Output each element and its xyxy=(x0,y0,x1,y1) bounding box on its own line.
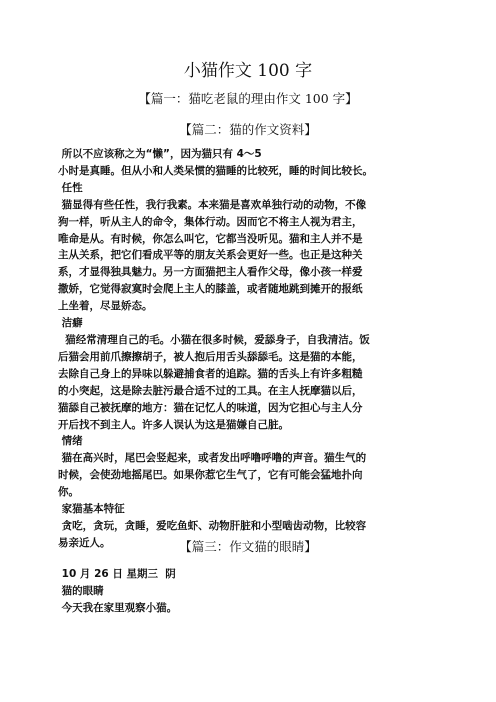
body-line: 猫显得有些任性，我行我素。本来猫是喜欢单独行动的动物，不像 xyxy=(58,198,367,211)
body-line: 猫经常清理自己的毛。小猫在很多时候，爱舔身子，自我清洁。饭 xyxy=(58,333,370,346)
body-line: 撒娇，它觉得寂寞时会爬上主人的膝盖，或者随地跳到摊开的报纸 xyxy=(58,283,363,296)
body-line: 去除自己身上的异味以躲避捕食者的追踪。猫的舌头上有许多粗糙 xyxy=(58,367,363,380)
section-3-body xyxy=(58,566,458,617)
body-line: 小时是真睡。但从小和人类呆惯的猫睡的比较死，睡的时间比较长。 xyxy=(58,164,373,177)
section-2-body xyxy=(58,146,458,552)
body-line: 猫的眼睛 xyxy=(58,584,104,597)
body-line: 猫在高兴时，尾巴会竖起来，或者发出呼噜呼噜的声音。猫生气的 xyxy=(58,452,367,465)
body-line: 后猫会用前爪擦擦胡子，被人抱后用舌头舔舔毛。这是猫的本能， xyxy=(58,350,363,363)
body-line: 洁癖 xyxy=(58,317,83,330)
body-line: 上坐着，尽显娇态。 xyxy=(58,300,153,313)
body-line: 你。 xyxy=(58,486,79,499)
body-line: 易亲近人。 xyxy=(58,536,111,549)
body-line: 猫舔自己被抚摩的地方：猫在记忆人的味道，因为它担心与主人分 xyxy=(58,401,363,414)
body-line: 的小突起，这是除去脏污最合适不过的工具。在主人抚摩猫以后， xyxy=(58,384,363,397)
chapter-heading-1: 【篇一：猫吃老鼠的理由作文 100 字】 xyxy=(138,91,358,106)
body-line: 所以不应该称之为“懒”，因为猫只有 4～5 xyxy=(58,148,262,160)
body-line: 主从关系，把它们看成平等的朋友关系会更好一些。也正是这种关 xyxy=(58,249,363,262)
body-line: 系，才显得独具魅力。另一方面猫把主人看作父母，像小孩一样爱 xyxy=(58,266,363,279)
chapter-heading-2: 【篇二：猫的作文资料】 xyxy=(179,122,317,137)
body-line: 开后找不到主人。许多人误认为这是猫嫌自己脏。 xyxy=(58,418,289,431)
body-line: 狗一样，听从主人的命令，集体行动。因而它不将主人视为君主， xyxy=(58,215,363,228)
body-line: 家猫基本特征 xyxy=(58,503,125,516)
document-title: 小猫作文 100 字 xyxy=(183,61,313,81)
chapter-heading-3: 【篇三：作文猫的眼睛】 xyxy=(179,539,317,554)
body-line: 贪吃，贪玩，贪睡，爱吃鱼虾、动物肝脏和小型啮齿动物，比较容 xyxy=(58,519,367,532)
body-line: 任性 xyxy=(58,181,83,194)
body-line: 唯命是从。有时候，你怎么叫它，它都当没听见。猫和主人并不是 xyxy=(58,232,363,245)
body-line: 情绪 xyxy=(58,435,83,448)
body-line: 时候，会使劲地摇尾巴。如果你惹它生气了，它有可能会猛地扑向 xyxy=(58,469,363,482)
body-line: 10 月 26 日 星期三 阴 xyxy=(58,568,176,580)
body-line: 今天我在家里观察小猫。 xyxy=(58,601,178,614)
